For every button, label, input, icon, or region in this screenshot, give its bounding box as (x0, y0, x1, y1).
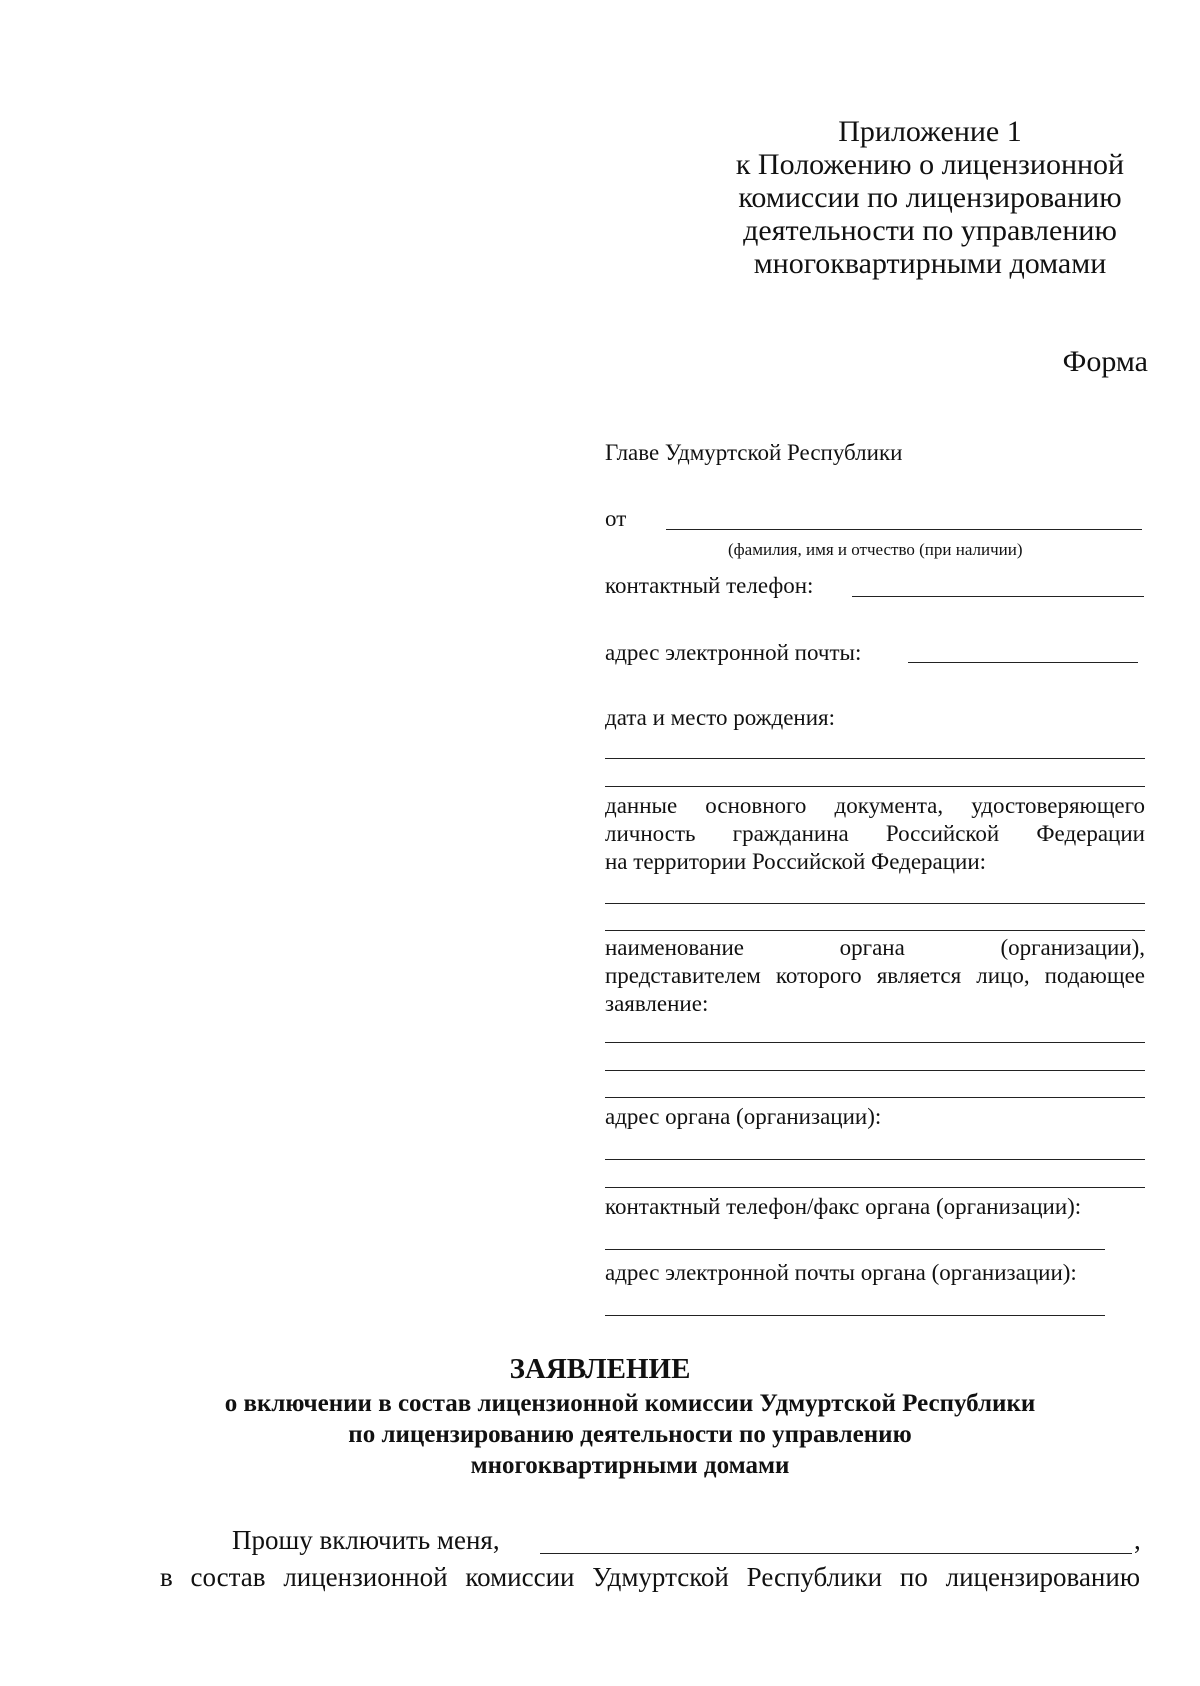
from-label: от (605, 506, 627, 531)
subtitle-line-1: о включении в состав лицензионной комиссии Удмуртской Республики (224, 1390, 1036, 1417)
appendix-line-2: к Положению о лицензионной (735, 148, 1125, 181)
birth-label: дата и место рождения: (605, 705, 836, 730)
appendix-header (700, 115, 1160, 280)
id-doc-line-2: личность гражданина Российской Федерации (605, 821, 1145, 846)
org-address-field-line-1[interactable] (605, 1159, 1145, 1160)
from-name-field[interactable] (666, 529, 1142, 530)
request-name-field[interactable] (540, 1553, 1132, 1554)
form-label: Форма (1062, 345, 1148, 378)
request-line-2: в состав лицензионной комиссии Удмуртской Республики по лицензированию (160, 1562, 1140, 1592)
id-doc-line-1: данные основного документа, удостоверяющего (605, 793, 1145, 818)
birth-field-line-1[interactable] (605, 758, 1145, 759)
appendix-line-5: многоквартирными домами (753, 247, 1107, 280)
appendix-line-3: комиссии по лицензированию (738, 181, 1122, 214)
addressee-to: Главе Удмуртской Республики (605, 440, 903, 465)
org-name-field-line-2[interactable] (605, 1070, 1145, 1071)
request-comma: , (1134, 1525, 1141, 1555)
name-hint: (фамилия, имя и отчество (при наличии) (728, 540, 1023, 559)
statement-subtitle (150, 1388, 1110, 1481)
statement-title: ЗАЯВЛЕНИЕ (509, 1353, 691, 1385)
email-field[interactable] (908, 662, 1138, 663)
id-doc-line-3: на территории Российской Федерации: (605, 849, 987, 874)
org-name-line-1: наименование органа (организации), (605, 935, 1145, 960)
appendix-line-1: Приложение 1 (838, 115, 1022, 148)
request-start: Прошу включить меня, (232, 1525, 500, 1555)
org-name-line-3: заявление: (605, 991, 709, 1016)
id-document-label (605, 792, 1145, 876)
subtitle-line-2: по лицензированию деятельности по управлению (348, 1421, 912, 1448)
birth-field-line-2[interactable] (605, 786, 1145, 787)
appendix-line-4: деятельности по управлению (743, 214, 1117, 247)
id-doc-field-line-1[interactable] (605, 903, 1145, 904)
org-name-label (605, 934, 1145, 1018)
phone-field[interactable] (852, 596, 1144, 597)
email-label: адрес электронной почты: (605, 640, 862, 665)
org-email-label: адрес электронной почты органа (организации): (605, 1260, 1077, 1285)
org-email-field[interactable] (605, 1315, 1105, 1316)
phone-label: контактный телефон: (605, 573, 814, 598)
org-name-line-2: представителем которого является лицо, подающее (605, 963, 1145, 988)
org-address-field-line-2[interactable] (605, 1187, 1145, 1188)
id-doc-field-line-2[interactable] (605, 930, 1145, 931)
org-name-field-line-3[interactable] (605, 1097, 1145, 1098)
org-phone-field[interactable] (605, 1249, 1105, 1250)
subtitle-line-3: многоквартирными домами (470, 1452, 790, 1479)
org-name-field-line-1[interactable] (605, 1042, 1145, 1043)
org-address-label: адрес органа (организации): (605, 1104, 882, 1129)
org-phone-label: контактный телефон/факс органа (организации): (605, 1194, 1082, 1219)
